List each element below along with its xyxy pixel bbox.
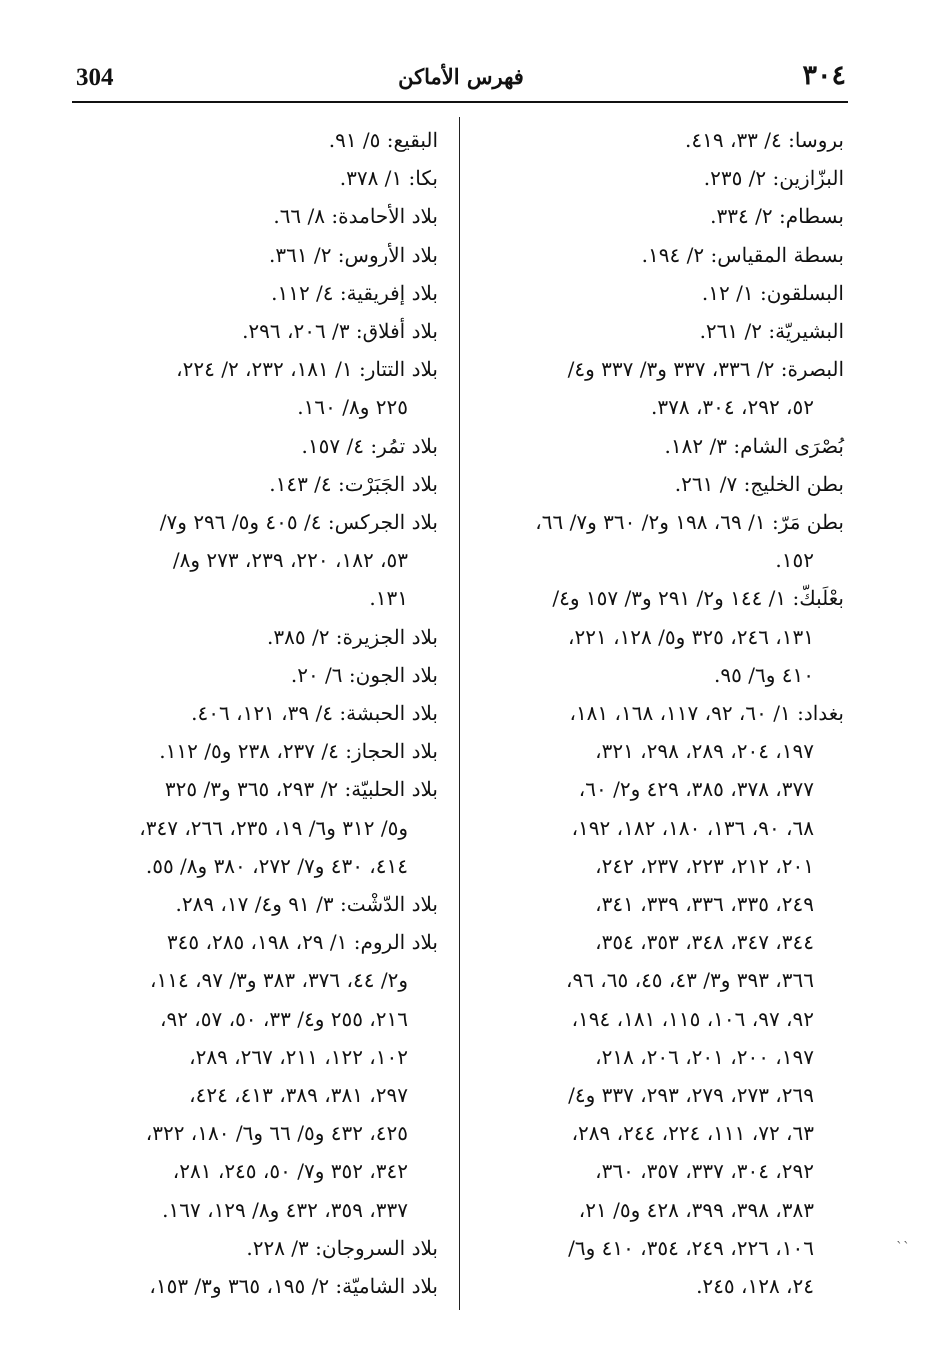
- index-entry-line: بلاد الجركس: ٤/ ٤٠٥ و٥/ ٢٩٦ و٧/: [159, 510, 438, 535]
- index-entry-line: بطن مَرّ: ١/ ٦٩، ١٩٨ و٢/ ٣٦٠ و٧/ ٦٦،: [535, 510, 844, 535]
- index-entry-continuation: ٦٣، ٧٢، ١١١، ٢٢٤، ٢٤٤، ٢٨٩،: [571, 1121, 814, 1146]
- page-number-latin: 304: [76, 64, 114, 91]
- index-entry-line: بروسا: ٤/ ٣٣، ٤١٩.: [685, 128, 844, 152]
- index-entry-line: بلاد الحلبيّة: ٢/ ٢٩٣، ٣٦٥ و٣/ ٣٢٥: [164, 777, 438, 802]
- index-entry-line: بلاد الدّشْت: ٣/ ٩١ و٤/ ١٧، ٢٨٩.: [175, 892, 438, 917]
- index-column-right: [486, 121, 844, 1305]
- index-entry: [72, 465, 438, 503]
- index-entry-line: بلاد الحجاز: ٤/ ٢٣٧، ٢٣٨ و٥/ ١١٢.: [159, 739, 438, 764]
- index-entry-continuation: ١٠٢، ١٢٢، ٢١١، ٢٦٧، ٢٨٩،: [189, 1044, 408, 1069]
- index-entry: [72, 885, 438, 923]
- index-column-left: [72, 121, 438, 1305]
- header-rule: [72, 101, 848, 103]
- column-divider: [459, 117, 460, 1310]
- page-header: [72, 58, 850, 100]
- index-entry: [72, 656, 438, 694]
- index-entry-continuation: ١٥٢.: [775, 548, 814, 573]
- index-entry-line: بعْلَبكّ: ١/ ١٤٤ و٢/ ٢٩١ و٣/ ١٥٧ و٤/: [552, 586, 844, 611]
- index-entry-line: بلاد الجَبَرْت: ٤/ ١٤٣.: [269, 471, 438, 496]
- index-entry: [72, 350, 438, 426]
- index-entry: [72, 274, 438, 312]
- index-entry: [72, 312, 438, 350]
- index-entry: [72, 770, 438, 885]
- index-entry-continuation: ٣٦٦، ٣٩٣ و٣/ ٤٣، ٤٥، ٦٥، ٩٦،: [566, 968, 814, 993]
- index-entry: [72, 1267, 438, 1305]
- index-entry: [486, 159, 844, 197]
- margin-mark: ``: [896, 1240, 910, 1256]
- index-entry-continuation: ٢٢٥ و٨/ ١٦٠.: [297, 395, 408, 420]
- index-entry: [72, 197, 438, 235]
- index-entry-line: بسطة المقياس: ٢/ ١٩٤.: [641, 242, 844, 267]
- index-entry-continuation: ٢٤٩، ٣٣٥، ٣٣٦، ٣٣٩، ٣٤١،: [595, 892, 814, 917]
- index-entry-continuation: ٤١٠ و٦/ ٩٥.: [714, 662, 814, 687]
- index-entry-continuation: ٤٢٥، ٤٣٢ و٥/ ٦٦ و٦/ ١٨٠، ٣٢٢،: [145, 1121, 408, 1146]
- index-entry: [72, 427, 438, 465]
- index-entry-line: بلاد الأحامدة: ٨/ ٦٦.: [273, 204, 438, 229]
- index-entry-line: بلاد السروجان: ٣/ ٢٢٨.: [246, 1235, 438, 1260]
- index-entry-line: بلاد الروم: ١/ ٢٩، ١٩٨، ٢٨٥، ٣٤٥: [166, 930, 438, 955]
- index-entry: [72, 236, 438, 274]
- index-entry-continuation: ١٣١، ٢٤٦، ٣٢٥ و٥/ ١٢٨، ٢٢١،: [568, 624, 814, 649]
- index-entry: [72, 159, 438, 197]
- index-entry: [486, 236, 844, 274]
- index-entry-line: بُصْرَى الشام: ٣/ ١٨٢.: [664, 433, 844, 458]
- index-entry-line: بكا: ١/ ٣٧٨.: [339, 166, 438, 191]
- index-entry: [72, 121, 438, 159]
- index-entry: [486, 579, 844, 694]
- index-entry-line: البزّازين: ٢/ ٢٣٥.: [703, 166, 844, 191]
- index-entry-continuation: ٤١٤، ٤٣٠ و٧/ ٢٧٢، ٣٨٠ و٨/ ٥٥.: [145, 853, 408, 878]
- index-entry-continuation: ٣٤٤، ٣٤٧، ٣٤٨، ٣٥٣، ٣٥٤،: [595, 930, 814, 955]
- index-entry-line: بلاد تمُر: ٤/ ١٥٧.: [301, 433, 438, 458]
- index-entry-line: البصرة: ٢/ ٣٣٦، ٣٣٧ و٣/ ٣٣٧ و٤/: [567, 357, 844, 382]
- index-entry: [486, 274, 844, 312]
- index-entry-line: بلاد الجزيرة: ٢/ ٣٨٥.: [267, 624, 438, 649]
- index-entry: [486, 121, 844, 159]
- index-entry-continuation: ٢٤، ١٢٨، ٢٤٥.: [696, 1274, 814, 1299]
- index-entry-line: بلاد الشاميّة: ٢/ ١٩٥، ٣٦٥ و٣/ ١٥٣،: [149, 1274, 438, 1299]
- index-entry: [72, 618, 438, 656]
- index-entry: [486, 503, 844, 579]
- index-entry-continuation: ١٩٧، ٢٠٤، ٢٨٩، ٢٩٨، ٣٢١،: [595, 739, 814, 764]
- index-entry-continuation: ٢٠١، ٢١٢، ٢٢٣، ٢٣٧، ٢٤٢،: [595, 853, 814, 878]
- index-entry-continuation: ٣٤٢، ٣٥٢ و٧/ ٥٠، ٢٤٥، ٢٨١،: [172, 1159, 408, 1184]
- index-entry: [72, 923, 438, 1229]
- index-entry-continuation: ٣٣٧، ٣٥٩، ٤٣٢ و٨/ ١٢٩، ١٦٧.: [162, 1197, 408, 1222]
- page-number-arabic: ٣٠٤: [802, 60, 846, 91]
- index-entry-line: بلاد الحبشة: ٤/ ٣٩، ١٢١، ٤٠٦.: [191, 701, 438, 726]
- index-entry: [72, 1229, 438, 1267]
- index-entry-line: بلاد إفريقية: ٤/ ١١٢.: [271, 280, 438, 305]
- index-entry: [72, 503, 438, 618]
- index-entry: [486, 694, 844, 1305]
- index-entry: [486, 312, 844, 350]
- index-entry: [72, 694, 438, 732]
- index-entry-continuation: و٢/ ٤٤، ٣٧٦، ٣٨٣ و٣/ ٩٧، ١١٤،: [150, 968, 408, 993]
- index-entry-continuation: ٢٩٧، ٣٨١، ٣٨٩، ٤١٣، ٤٢٤،: [189, 1083, 408, 1108]
- index-entry-continuation: ٥٣، ١٨٢، ٢٢٠، ٢٣٩، ٢٧٣ و٨/: [172, 548, 408, 573]
- index-entry-line: بلاد أفلاق: ٣/ ٢٠٦، ٢٩٦.: [242, 319, 438, 344]
- index-entry-line: البسلقون: ١/ ١٢.: [701, 280, 844, 305]
- index-entry-line: البقيع: ٥/ ٩١.: [328, 128, 438, 152]
- index-entry-line: بلاد التتار: ١/ ١٨١، ٢٣٢، ٢/ ٢٢٤،: [176, 357, 438, 382]
- index-entry: [486, 350, 844, 426]
- index-entry-continuation: ١٩٧، ٢٠٠، ٢٠١، ٢٠٦، ٢١٨،: [595, 1044, 814, 1069]
- index-entry-continuation: ٢٦٩، ٢٧٣، ٢٧٩، ٢٩٣، ٣٣٧ و٤/: [568, 1083, 814, 1108]
- index-entry-line: بسطام: ٢/ ٣٣٤.: [710, 204, 844, 229]
- index-entry-line: بلاد الجون: ٦/ ٢٠.: [290, 662, 438, 687]
- index-entry: [72, 732, 438, 770]
- index-entry-continuation: ١٣١.: [369, 586, 408, 611]
- index-entry: [486, 197, 844, 235]
- index-entry-continuation: ٢١٦، ٢٥٥ و٤/ ٣٣، ٥٠، ٥٧، ٩٢،: [160, 1006, 408, 1031]
- index-entry-continuation: ٦٨، ٩٠، ١٣٦، ١٨٠، ١٨٢، ١٩٢،: [571, 815, 814, 840]
- index-entry-continuation: ٣٧٧، ٣٧٨، ٣٨٥، ٤٢٩ و٢/ ٦٠،: [578, 777, 814, 802]
- index-entry-continuation: ٩٢، ٩٧، ١٠٦، ١١٥، ١٨١، ١٩٤،: [571, 1006, 814, 1031]
- index-entry-continuation: ٥٢، ٢٩٢، ٣٠٤، ٣٧٨.: [651, 395, 814, 420]
- index-entry-continuation: ٣٨٣، ٣٩٨، ٣٩٩، ٤٢٨ و٥/ ٢١،: [578, 1197, 814, 1222]
- index-entry-continuation: و٥/ ٣١٢ و٦/ ١٩، ٢٣٥، ٢٦٦، ٣٤٧،: [139, 815, 408, 840]
- index-entry: [486, 465, 844, 503]
- index-entry-line: بلاد الأروس: ٢/ ٣٦١.: [268, 242, 438, 267]
- running-title: فهرس الأماكن: [398, 64, 524, 89]
- index-entry-line: بطن الخليج: ٧/ ٢٦١.: [674, 471, 844, 496]
- index-entry-continuation: ١٠٦، ٢٢٦، ٢٤٩، ٣٥٤، ٤١٠ و٦/: [568, 1235, 814, 1260]
- index-entry: [486, 427, 844, 465]
- index-entry-continuation: ٢٩٢، ٣٠٤، ٣٣٧، ٣٥٧، ٣٦٠،: [595, 1159, 814, 1184]
- index-entry-line: البشيريّة: ٢/ ٢٦١.: [699, 319, 844, 344]
- index-entry-line: بغداد: ١/ ٦٠، ٩٢، ١١٧، ١٦٨، ١٨١،: [569, 701, 844, 726]
